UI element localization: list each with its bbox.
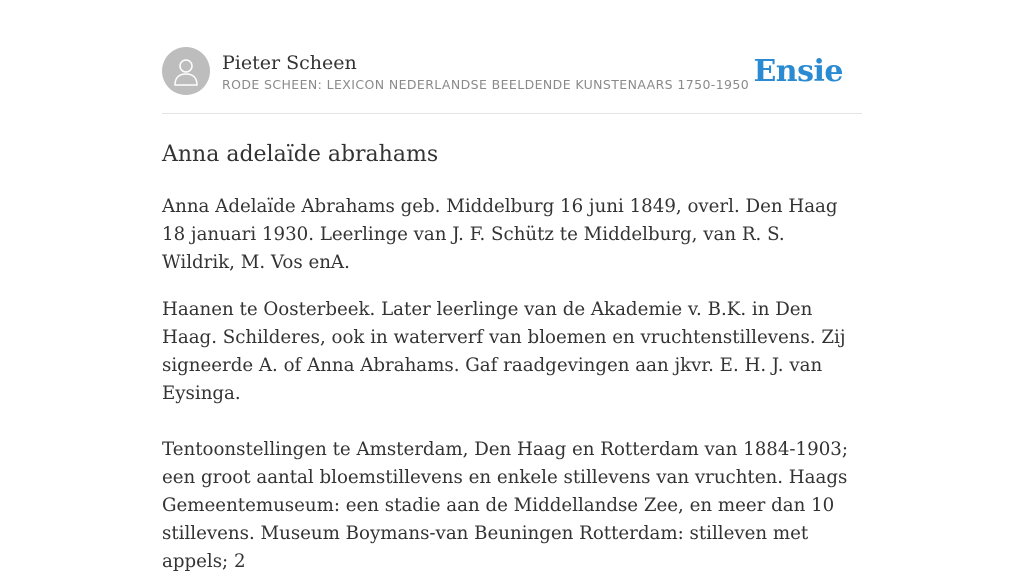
- avatar[interactable]: [162, 47, 210, 95]
- author-name[interactable]: Pieter Scheen: [222, 51, 357, 74]
- article-paragraph: Haanen te Oosterbeek. Later leerlinge van de Akademie v. B.K. in Den Haag. Schilderes, ook in waterverf van bloemen en vruchtenstillevens. Zij signeerde A. of Anna Abrahams. Gaf raadgevingen aan jkvr. E. H. J. van Eysinga.: [162, 299, 846, 404]
- article-paragraph: Anna Adelaïde Abrahams geb. Middelburg 16 juni 1849, overl. Den Haag 18 januari 1930. Leerlinge van J. F. Schütz te Middelburg, van R. S. Wildrik, M. Vos enA.: [162, 196, 838, 273]
- ensie-logo[interactable]: Ensie: [753, 53, 843, 89]
- user-avatar-icon: [170, 55, 202, 87]
- author-block: [222, 51, 753, 92]
- article-paragraph: Tentoonstellingen te Amsterdam, Den Haag en Rotterdam van 1884-1903; een groot aantal bloemstillevens en enkele stillevens van vruchten. Haags Gemeentemuseum: een stadie aan de Middellandse Zee, en meer dan 10 stillevens. Museum Boymans-van Beuningen Rotterdam: stilleven met appels; 2: [162, 439, 848, 572]
- source-name[interactable]: RODE SCHEEN: LEXICON NEDERLANDSE BEELDENDE KUNSTENAARS 1750-1950: [222, 76, 750, 92]
- page-title: Anna adelaïde abrahams: [162, 142, 439, 167]
- header: [162, 46, 862, 114]
- page: [162, 0, 862, 576]
